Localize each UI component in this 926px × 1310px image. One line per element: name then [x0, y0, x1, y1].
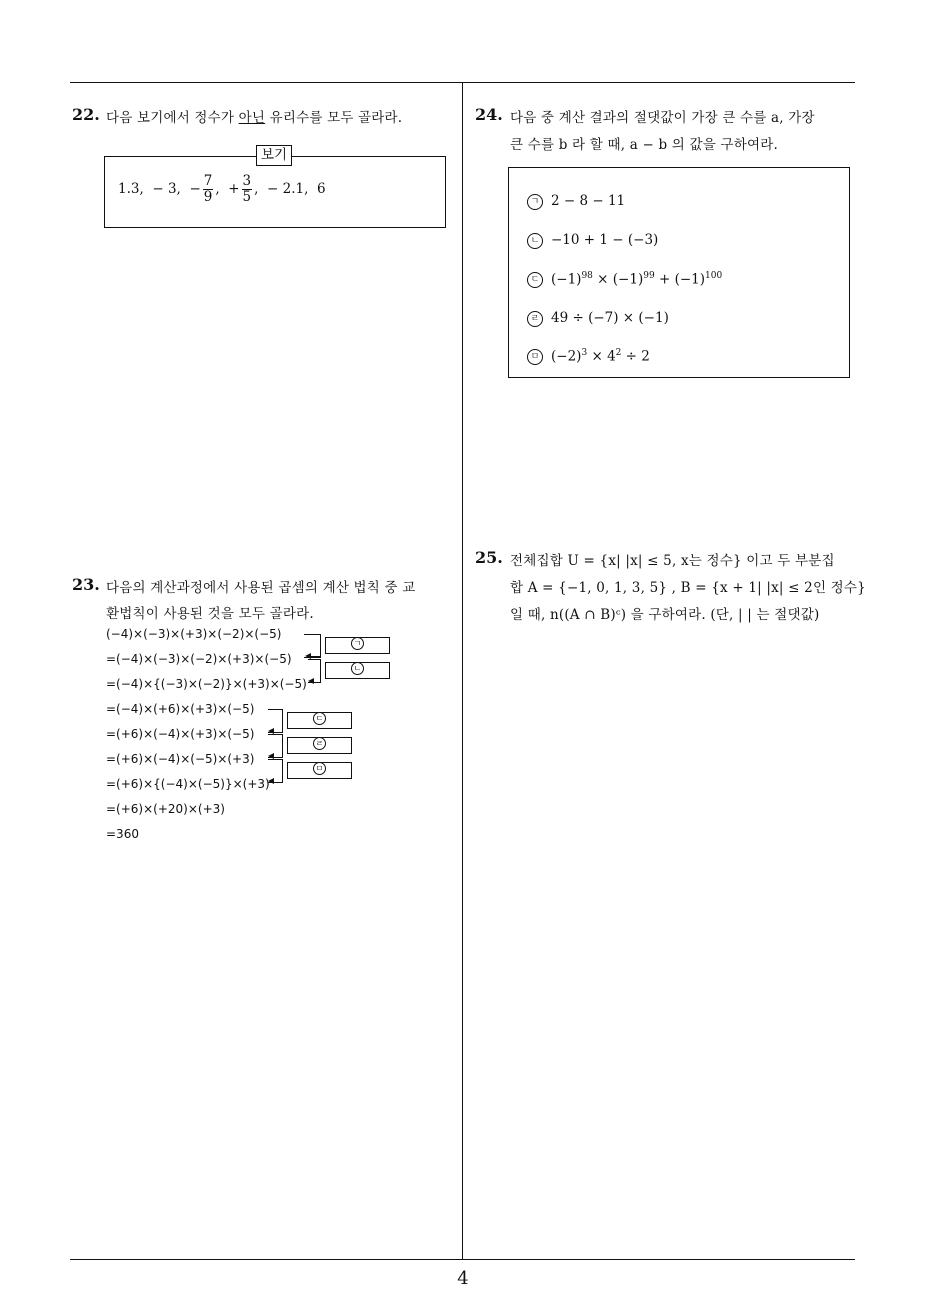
q22-value-5: − 2.1, [267, 181, 309, 197]
q23-tag-5 [287, 762, 352, 779]
q24-choice-1 [527, 193, 625, 210]
q25-number: 25. [475, 548, 503, 567]
bottom-rule [70, 1259, 855, 1260]
q23-bracket-1-tail [310, 656, 320, 657]
q23-step-7: =(+6)×{(−4)×(−5)}×(+3) [106, 777, 270, 791]
column-divider [462, 82, 463, 1259]
q22-fraction-2-den: 5 [242, 189, 252, 205]
q23-bracket-2-arrow [308, 678, 314, 684]
q23-line-2: 환법칙이 사용된 것을 모두 골라라. [106, 606, 314, 622]
q23-step-3: =(−4)×{(−3)×(−2)}×(+3)×(−5) [106, 677, 307, 691]
q24-choice-3 [527, 271, 722, 288]
q24-choice-3-exp-3: 100 [705, 271, 723, 281]
q22-fraction-1-den: 9 [203, 189, 213, 205]
q22-box-label: 보기 [256, 145, 292, 166]
q24-choice-3-expr-b: × (−1) [592, 271, 644, 288]
q23-step-4: =(−4)×(+6)×(+3)×(−5) [106, 702, 255, 716]
q23-number: 23. [72, 575, 100, 594]
q24-line-2: 큰 수를 b 라 할 때, a − b 의 값을 구하여라. [510, 137, 778, 153]
q24-choice-5-expr-c: ÷ 2 [621, 348, 650, 365]
q23-tag-4-label: ㄹ [313, 737, 326, 750]
q24-choice-3-expr-a: (−1) [551, 271, 582, 288]
q23-step-8: =(+6)×(+20)×(+3) [106, 802, 225, 816]
q23-tag-1-label: ㄱ [351, 637, 364, 650]
q23-tag-3 [287, 712, 352, 729]
q22-value-2: − 3, [152, 181, 181, 197]
q24-number: 24. [475, 105, 503, 124]
q22-value-3-sep: , [215, 181, 220, 197]
q24-choice-1-marker: ㄱ [527, 194, 543, 210]
q24-choice-5-exp-2: 2 [615, 348, 622, 358]
q22-value-4-sep: , [254, 181, 259, 197]
q24-choice-5-expr-a: (−2) [551, 348, 582, 365]
q22-value-1: 1.3, [118, 181, 144, 197]
q23-bracket-5-arrow [268, 778, 274, 784]
q23-step-5: =(+6)×(−4)×(+3)×(−5) [106, 727, 255, 741]
q22-value-4-sign: + [228, 181, 240, 197]
q24-choice-2-expr: −10 + 1 − (−3) [551, 232, 659, 248]
page-number: 4 [457, 1268, 469, 1289]
q22-fraction-2-num: 3 [242, 173, 252, 189]
q22-values [118, 174, 326, 205]
q23-tag-2-label: ㄴ [351, 662, 364, 675]
q23-tag-5-label: ㅁ [313, 762, 326, 775]
q24-choice-3-expr-c: + (−1) [654, 271, 706, 288]
q25-line-2: 합 A = {−1, 0, 1, 3, 5} , B = {x + 1| |x| ≤ 2인 정수} [510, 580, 866, 596]
q24-choice-5-expr-b: × 4 [587, 348, 616, 365]
q23-tag-2 [325, 662, 390, 679]
q22-text-pre: 다음 보기에서 정수가 [106, 110, 239, 126]
q22-value-3-sign: − [189, 181, 201, 197]
q25-line-1: 전체집합 U = {x| |x| ≤ 5, x는 정수} 이고 두 부분집 [510, 553, 835, 569]
q24-choice-3-marker: ㄷ [527, 272, 543, 288]
q22-value-6: 6 [317, 181, 326, 197]
q24-choice-2-marker: ㄴ [527, 233, 543, 249]
q24-choice-5-exp-1: 3 [581, 348, 588, 358]
q23-step-9: =360 [106, 827, 139, 841]
q22-fraction-2 [242, 174, 253, 205]
q22-number: 22. [72, 105, 100, 124]
q23-step-1: (−4)×(−3)×(+3)×(−2)×(−5) [106, 627, 282, 641]
q23-tag-1 [325, 637, 390, 654]
q24-choice-3-exp-1: 98 [581, 271, 593, 281]
q24-choice-4-expr: 49 ÷ (−7) × (−1) [551, 310, 669, 326]
q24-choice-4-marker: ㄹ [527, 311, 543, 327]
q24-choice-2 [527, 232, 658, 249]
q22-text-underlined: 아닌 [238, 110, 266, 126]
q24-choice-5 [527, 348, 650, 365]
q22-text [106, 106, 402, 126]
q24-choice-1-expr: 2 − 8 − 11 [551, 193, 626, 209]
q23-tag-3-label: ㄷ [313, 712, 326, 725]
q23-step-2: =(−4)×(−3)×(−2)×(+3)×(−5) [106, 652, 292, 666]
q24-choice-4 [527, 310, 669, 327]
q24-choice-5-marker: ㅁ [527, 349, 543, 365]
q25-line-3: 일 때, n((A ∩ B)ᶜ) 을 구하여라. (단, | | 는 절댓값) [510, 607, 820, 623]
q24-choice-3-exp-2: 99 [643, 271, 655, 281]
q23-line-1: 다음의 계산과정에서 사용된 곱셈의 계산 법칙 중 교 [106, 580, 416, 596]
q22-fraction-1-num: 7 [203, 173, 213, 189]
q24-line-1: 다음 중 계산 결과의 절댓값이 가장 큰 수를 a, 가장 [510, 110, 815, 126]
q22-fraction-1 [203, 174, 214, 205]
q23-tag-4 [287, 737, 352, 754]
q22-text-post: 유리수를 모두 골라라. [265, 110, 403, 126]
q23-step-6: =(+6)×(−4)×(−5)×(+3) [106, 752, 255, 766]
